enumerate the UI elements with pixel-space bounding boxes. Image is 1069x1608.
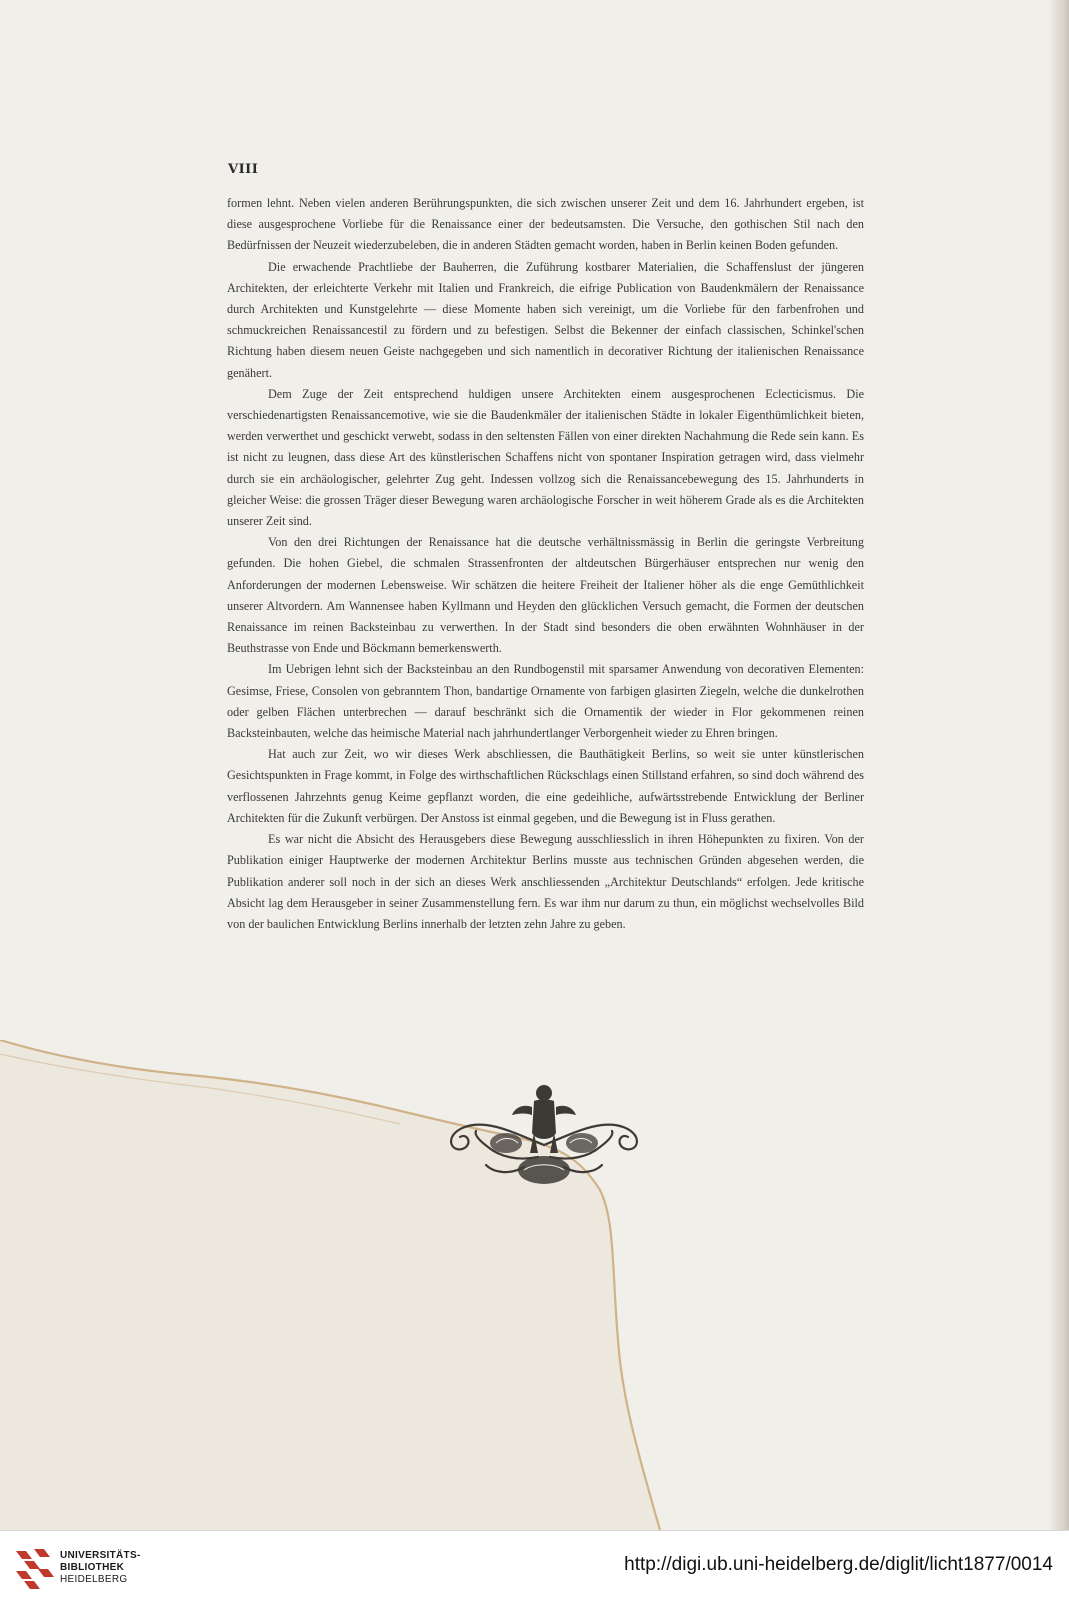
paragraph: Hat auch zur Zeit, wo wir dieses Werk abschliessen, die Bauthätigkeit Berlins, so weit sie unter künstlerischen Gesichtspunkten in Frage kommt, in Folge des wirthschaftlichen Rückschlags einen Stillstand erfahren, so sind doch während des verflossenen Jahrzehnts genug Keime gepflanzt worden, die eine gedeihliche, aufwärtsstrebende Entwicklung der Berliner Architekten für die Zukunft verbürgen. Der Anstoss ist einmal gegeben, und die Bewegung ist in Fluss gerathen.: [227, 747, 864, 825]
paragraph: Die erwachende Prachtliebe der Bauherren, die Zuführung kostbarer Materialien, die Schaffenslust der jüngeren Architekten, der erleichterte Verkehr mit Italien und Frankreich, die eifrige Publication von Baudenkmälern der Renaissance durch Architekten und Kunstgelehrte — diese Momente haben sich vereinigt, um die Vorliebe für den farbenfrohen und schmuckreichen Renaissancestil zu fördern und zu befestigen. Selbst die Bekenner der einfach classischen, Schinkel'schen Richtung haben diesem neuen Geiste nachgegeben und sich namentlich in decorativer Richtung der italienischen Renaissance genähert.: [227, 259, 864, 380]
university-library-logo-icon: [12, 1545, 56, 1593]
source-url-link[interactable]: http://digi.ub.uni-heidelberg.de/diglit/licht1877/0014: [624, 1554, 1053, 1575]
logo-text-line: UNIVERSITÄTS-: [60, 1550, 141, 1561]
paragraph: Es war nicht die Absicht des Herausgebers diese Bewegung ausschliesslich in ihren Höhepunkten zu fixiren. Von der Publikation einiger Hauptwerke der modernen Architektur Berlins musste aus technischen Gründen abgesehen werden, die Publikation anderer soll noch in der sich an dieses Werk anschliessenden „Architektur Deutschlands“ erfolgen. Jede kritische Absicht lag dem Herausgeber in seiner Zusammenstellung fern. Es war ihm nur darum zu thun, ein möglichst wechselvolles Bild von der baulichen Entwicklung Berlins innerhalb der letzten zehn Jahre zu geben.: [227, 832, 864, 931]
logo-text-line: HEIDELBERG: [60, 1574, 128, 1585]
putto-scroll-vignette-icon: [434, 1075, 654, 1190]
paragraph: Von den drei Richtungen der Renaissance hat die deutsche verhältnissmässig in Berlin die geringste Verbreitung gefunden. Die hohen Giebel, die schmalen Strassenfronten der altdeutschen Bürgerhäuser entsprechen nur wenig den Anforderungen der modernen Lebensweise. Wir schätzen die heitere Freiheit der Italiener höher als die enge Gemüthlichkeit unserer Altvordern. Am Wannensee haben Kyllmann und Heyden den glücklichen Versuch gemacht, die Formen der deutschen Renaissance im reinen Backsteinbau zu verwerthen. In der Stadt sind besonders die oben erwähnten Wohnhäuser in der Beuthstrasse von Ende und Böckmann bemerkenswerth.: [227, 535, 864, 656]
page-number: VIII: [228, 162, 259, 177]
paragraph: formen lehnt. Neben vielen anderen Berührungspunkten, die sich zwischen unserer Zeit und dem 16. Jahrhundert ergeben, ist diese ausgesprochene Vorliebe für die Renaissance einer der bedeutsamsten. Die Versuche, den gothischen Stil nach den Bedürfnissen der Neuzeit wiederzubeleben, die in anderen Städten gemacht worden, haben in Berlin keinen Boden gefunden.: [227, 196, 864, 253]
logo-text-line: BIBLIOTHEK: [60, 1562, 125, 1573]
body-text: [227, 193, 864, 935]
paragraph: Im Uebrigen lehnt sich der Backsteinbau an den Rundbogenstil mit sparsamer Anwendung von decorativen Elementen: Gesimse, Friese, Consolen von gebranntem Thon, bandartige Ornamente von farbigen glasirten Ziegeln, welche die dunkelrothen oder gelben Flächen unterbrechen — darauf beschränkt sich die Ornamentik der wieder in Flor gekommenen reinen Backsteinbauten, welche das heimische Material nach jahrhundertlanger Verborgenheit wieder zu Ehren bringen.: [227, 662, 864, 741]
paragraph: Dem Zuge der Zeit entsprechend huldigen unsere Architekten einem ausgesprochenen Eclecticismus. Die verschiedenartigsten Renaissancemotive, wie sie die Baudenkmäler der italienischen Städte in lokaler Eigenthümlichkeit bieten, werden verwerthet und geschickt verwebt, sodass in den seltensten Fällen von einer direkten Nachahmung die Rede sein kann. Es ist nicht zu leugnen, dass diese Art des künstlerischen Schaffens nicht von spontaner Inspiration getragen wird, dass vielmehr durch sie ein archäologischer, gelehrter Zug geht. Indessen vollzog sich die Renaissancebewegung des 15. Jahrhunderts in gleicher Weise: die grossen Träger dieser Bewegung waren archäologische Forscher in weit höherem Grade als es die Architekten unserer Zeit sind.: [227, 386, 864, 529]
library-footer: [0, 1530, 1069, 1608]
